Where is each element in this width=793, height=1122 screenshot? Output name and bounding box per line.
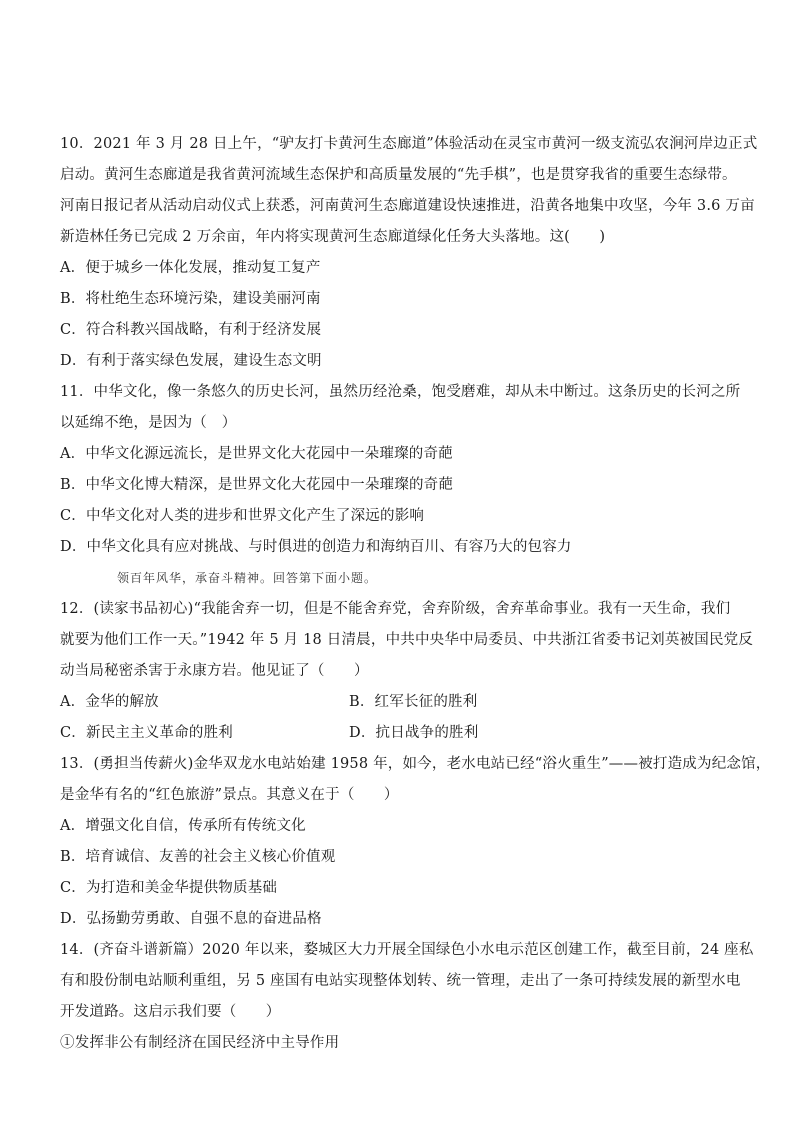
question-11-option-a: A．中华文化源远流长，是世界文化大花园中一朵璀璨的奇葩 (60, 446, 453, 462)
question-11-stem-line: 11．中华文化，像一条悠久的历史长河，虽然历经沧桑，饱受磨难，却从未中断过。这条历史的长河之所 (60, 384, 741, 400)
question-10-option-b: B．将杜绝生态环境污染，建设美丽河南 (60, 291, 321, 307)
question-14-stem-line: 有和股份制电站顺利重组，另 5 座国有电站实现整体划转、统一管理，走出了一条可持续发展的新型水电 (60, 973, 741, 989)
question-11-option-c: C．中华文化对人类的进步和世界文化产生了深远的影响 (60, 508, 425, 524)
question-12-option-c: C．新民主主义革命的胜利 (60, 725, 233, 741)
question-10-option-d: D．有利于落实绿色发展，建设生态文明 (60, 353, 322, 369)
question-12-option-d: D．抗日战争的胜利 (349, 725, 479, 741)
question-10-stem-line: 新造林任务已完成 2 万余亩，年内将实现黄河生态廊道绿化任务大头落地。这( ) (60, 229, 606, 245)
question-10-option-c: C．符合科教兴国战略，有利于经济发展 (60, 322, 322, 338)
question-13-stem-line: 是金华有名的“红色旅游”景点。其意义在于（ ） (60, 787, 399, 803)
question-13-option-d: D．弘扬勤劳勇敢、自强不息的奋进品格 (60, 911, 322, 927)
question-11-option-b: B．中华文化博大精深，是世界文化大花园中一朵璀璨的奇葩 (60, 477, 454, 493)
question-14-stem-line: 开发道路。这启示我们要（ ） (60, 1004, 281, 1020)
question-10-stem-line: 启动。黄河生态廊道是我省黄河流域生态保护和高质量发展的“先手棋”，也是贯穿我省的重要生态绿带。 (60, 167, 737, 183)
question-12-stem-line: 就要为他们工作一天。”1942 年 5 月 18 日清晨，中共中央华中局委员、中共浙江省委书记刘英被国民党反 (60, 632, 754, 648)
question-12-stem-line: 12．(读家书品初心)“我能舍弃一切，但是不能舍弃党，舍弃阶级，舍弃革命事业。我有一天生命，我们 (60, 601, 731, 617)
section-intro: 领百年风华，承奋斗精神。回答第下面小题。 (117, 571, 378, 585)
question-12-option-b: B．红军长征的胜利 (349, 694, 478, 710)
question-10-stem-line: 河南日报记者从活动启动仪式上获悉，河南黄河生态廊道建设快速推进，沿黄各地集中攻坚，今年 3.6 万亩 (60, 198, 755, 214)
question-13-option-c: C．为打造和美金华提供物质基础 (60, 880, 278, 896)
question-10-option-a: A．便于城乡一体化发展，推动复工复产 (60, 260, 321, 276)
question-10-stem-line: 10．2021 年 3 月 28 日上午，“驴友打卡黄河生态廊道”体验活动在灵宝市黄河一级支流弘农涧河岸边正式 (60, 136, 758, 152)
question-13-option-b: B．培育诚信、友善的社会主义核心价值观 (60, 849, 336, 865)
question-11-stem-line: 以延绵不绝，是因为（ ） (60, 415, 237, 431)
question-13-stem-line: 13．(勇担当传薪火)金华双龙水电站始建 1958 年，如今，老水电站已经“浴火重生”——被打造成为纪念馆， (60, 756, 771, 772)
question-14-stem-line: 14．(齐奋斗谱新篇）2020 年以来，婺城区大力开展全国绿色小水电示范区创建工作，截至目前，24 座私 (60, 942, 754, 958)
question-14-statement-1: ①发挥非公有制经济在国民经济中主导作用 (60, 1035, 340, 1051)
question-11-option-d: D．中华文化具有应对挑战、与时俱进的创造力和海纳百川、有容乃大的包容力 (60, 539, 572, 555)
question-12-stem-line: 动当局秘密杀害于永康方岩。他见证了（ ） (60, 663, 369, 679)
question-13-option-a: A．增强文化自信，传承所有传统文化 (60, 818, 306, 834)
question-12-option-a: A．金华的解放 (60, 694, 159, 710)
